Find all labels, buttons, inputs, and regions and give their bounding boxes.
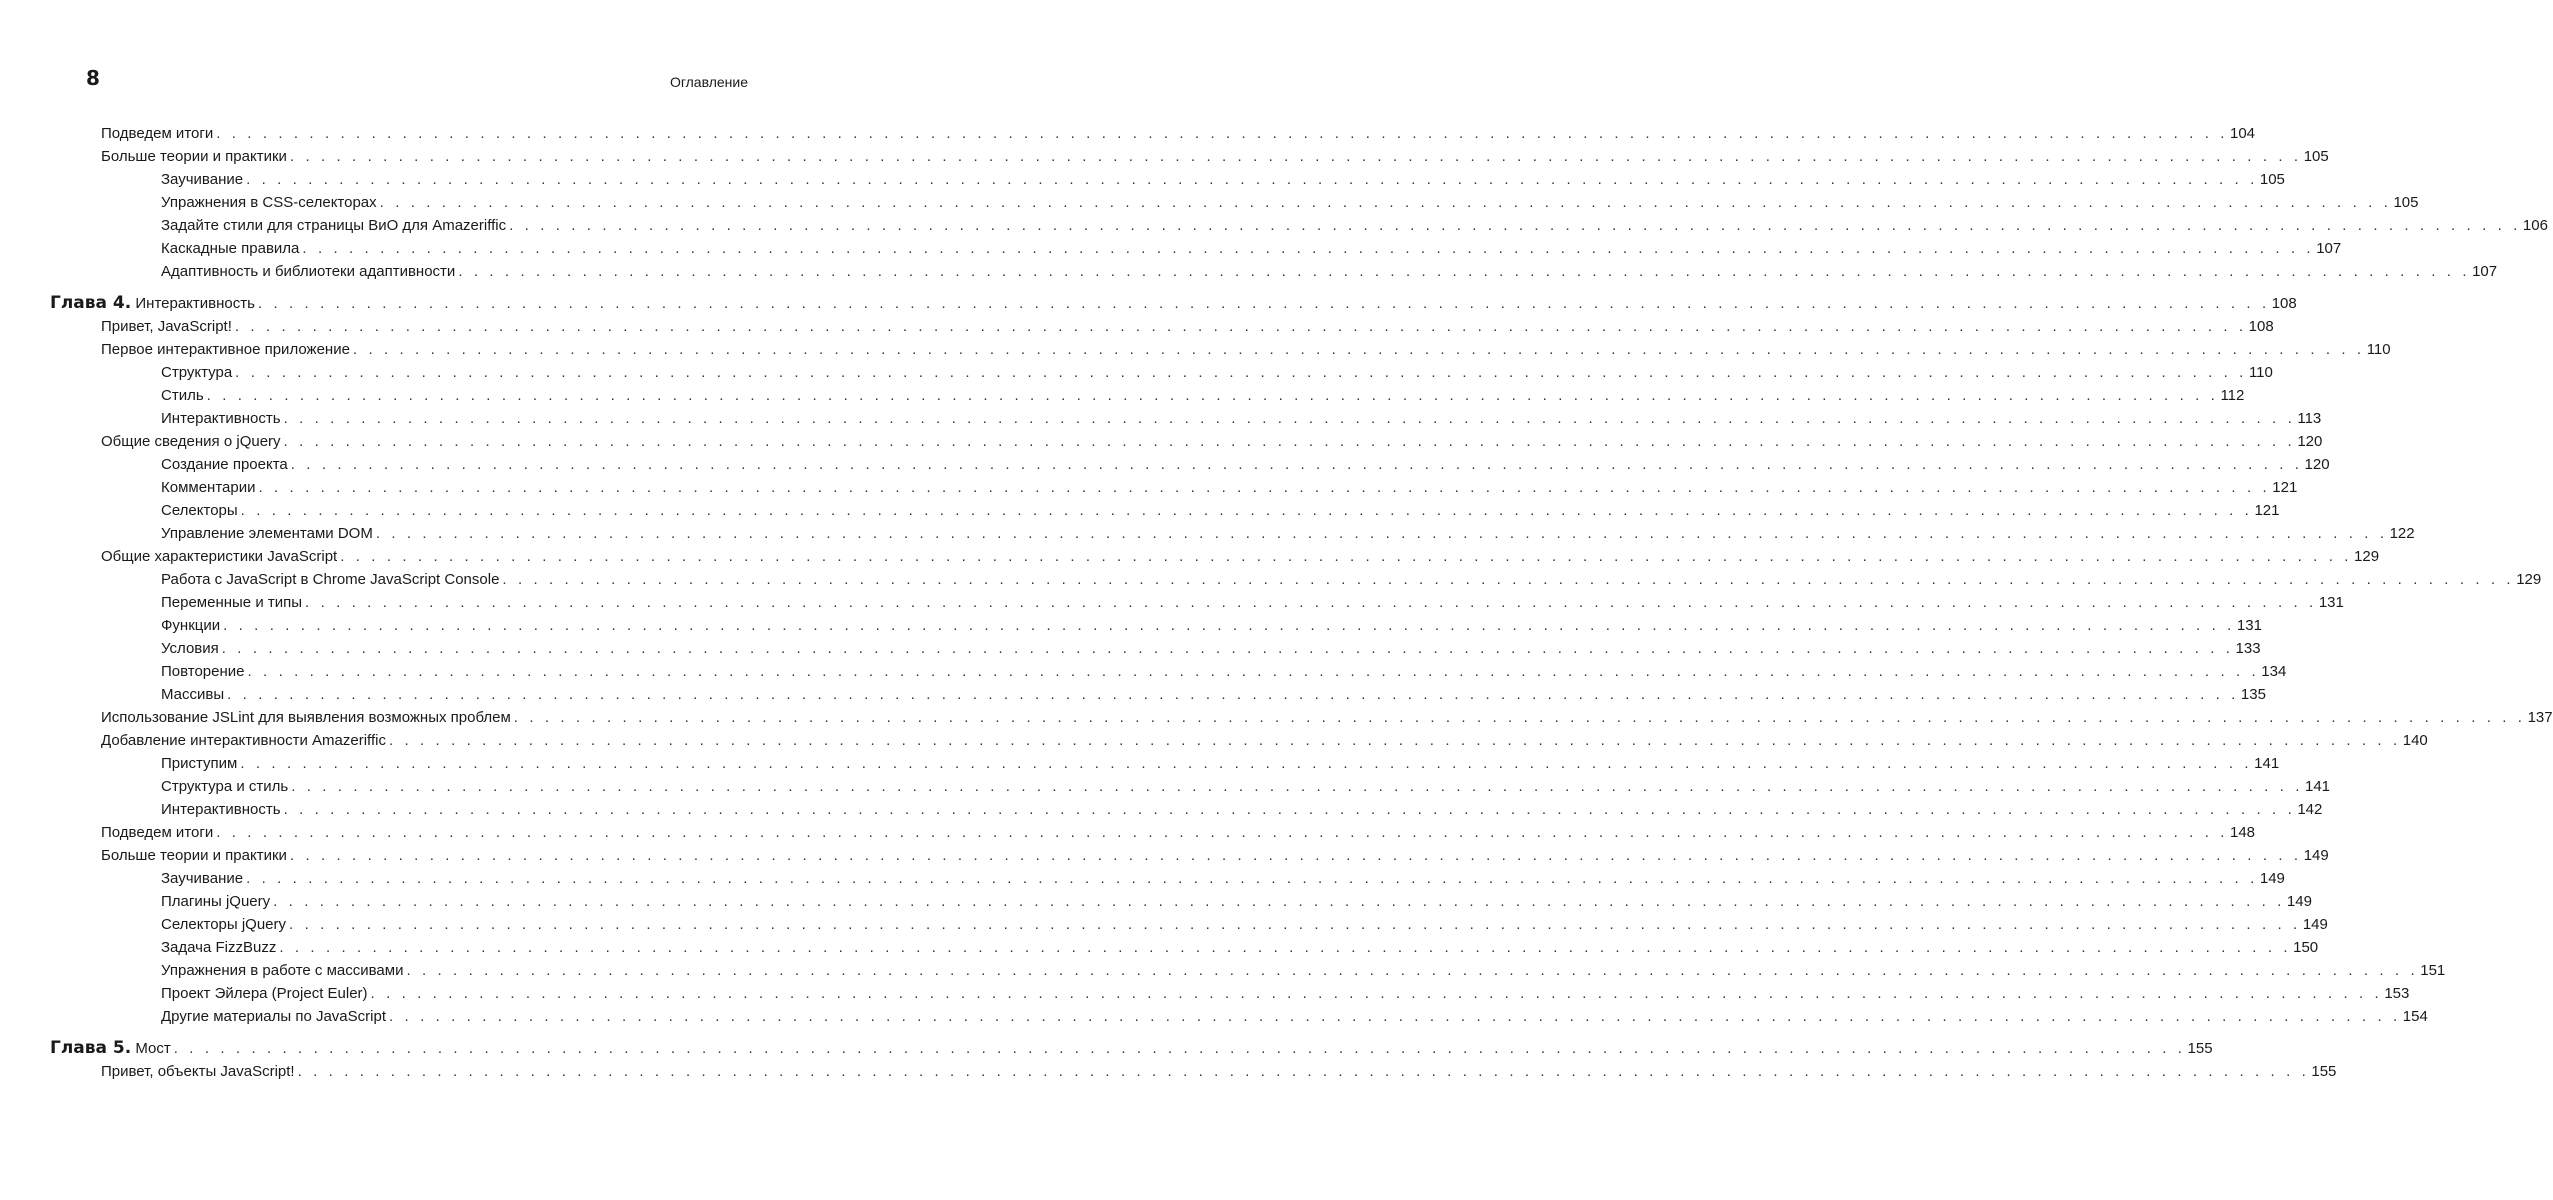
- toc-entry-text: Повторение: [161, 663, 245, 680]
- toc-entry-title: [101, 124, 215, 144]
- dot-leader: . . . . . . . . . . . . . . . . . . . . . . . . . . . . . . . . . . . . . . . . . . . . . . . . . . . . . . . . . . . . . . . . . . . . . . . . . . . . . . . . . . . . . . . . . . . . . . . . . . . . . . . . . . . . . . . . . . . . . . . . . . . . . . . . . .: [290, 456, 2303, 473]
- toc-entry-text: Проект Эйлера (Project Euler): [161, 985, 368, 1002]
- toc-entry-text: Структура: [161, 364, 233, 381]
- dot-leader: . . . . . . . . . . . . . . . . . . . . . . . . . . . . . . . . . . . . . . . . . . . . . . . . . . . . . . . . . . . . . . . . . . . . . . . . . . . . . . . . . . . . . . . . . . . . . . . . . . . . . . . . . . . . . . . . . . . . . . . . . . . . . . . . . .: [206, 387, 2219, 404]
- toc-entry-title: [161, 662, 247, 682]
- toc-page-number: 149: [2302, 916, 2328, 933]
- toc-entry-title: [161, 961, 405, 981]
- toc-page-number: 155: [2311, 1063, 2337, 1080]
- dot-leader: . . . . . . . . . . . . . . . . . . . . . . . . . . . . . . . . . . . . . . . . . . . . . . . . . . . . . . . . . . . . . . . . . . . . . . . . . . . . . . . . . . . . . . . . . . . . . . . . . . . . . . . . . . . . . . . . . . . . . . . . . . . . . . . . . .: [246, 870, 2258, 887]
- toc-entry-text: Подведем итоги: [101, 824, 214, 841]
- toc-entry-title: [161, 570, 501, 590]
- dot-leader: . . . . . . . . . . . . . . . . . . . . . . . . . . . . . . . . . . . . . . . . . . . . . . . . . . . . . . . . . . . . . . . . . . . . . . . . . . . . . . . . . . . . . . . . . . . . . . . . . . . . . . . . . . . . . . . . . . . . . . . . . . . . . . . . . .: [234, 318, 2247, 335]
- dot-leader: . . . . . . . . . . . . . . . . . . . . . . . . . . . . . . . . . . . . . . . . . . . . . . . . . . . . . . . . . . . . . . . . . . . . . . . . . . . . . . . . . . . . . . . . . . . . . . . . . . . . . . . . . . . . . . . . . . . . . . . . . . . . . . . . . .: [221, 640, 2234, 657]
- toc-entry-text: Общие сведения о jQuery: [101, 433, 281, 450]
- toc-entry: [0, 958, 2446, 981]
- toc-entry-title: [161, 478, 257, 498]
- toc-entry-text: Задайте стили для страницы ВиО для Amazeriffic: [161, 217, 507, 234]
- dot-leader: . . . . . . . . . . . . . . . . . . . . . . . . . . . . . . . . . . . . . . . . . . . . . . . . . . . . . . . . . . . . . . . . . . . . . . . . . . . . . . . . . . . . . . . . . . . . . . . . . . . . . . . . . . . . . . . . . . . . . . . . . . . . . . . . . .: [216, 824, 2228, 841]
- toc-entry-text: Другие материалы по JavaScript: [161, 1008, 386, 1025]
- toc-entry-text: Комментарии: [161, 479, 256, 496]
- toc-entry-title: [101, 547, 339, 567]
- toc-entry: [0, 774, 2331, 797]
- toc-entry-text: Использование JSLint для выявления возможных проблем: [101, 709, 511, 726]
- toc-page-number: 106: [2522, 217, 2548, 234]
- toc-entry-title: [101, 317, 234, 337]
- toc-entry-title: [161, 869, 245, 889]
- toc-entry-text: Интерактивность: [161, 410, 281, 427]
- toc-entry: [0, 121, 2256, 144]
- dot-leader: . . . . . . . . . . . . . . . . . . . . . . . . . . . . . . . . . . . . . . . . . . . . . . . . . . . . . . . . . . . . . . . . . . . . . . . . . . . . . . . . . . . . . . . . . . . . . . . . . . . . . . . . . . . . . . . . . . . . . . . . . . . . . . . . . .: [513, 709, 2526, 726]
- toc-entry-text: Структура и стиль: [161, 778, 289, 795]
- toc-entry-text: Первое интерактивное приложение: [101, 341, 350, 358]
- toc-page-number: 133: [2235, 640, 2261, 657]
- dot-leader: . . . . . . . . . . . . . . . . . . . . . . . . . . . . . . . . . . . . . . . . . . . . . . . . . . . . . . . . . . . . . . . . . . . . . . . . . . . . . . . . . . . . . . . . . . . . . . . . . . . . . . . . . . . . . . . . . . . . . . . . . . . . . . . . . .: [283, 801, 2296, 818]
- toc-entry-title: [161, 524, 375, 544]
- dot-leader: . . . . . . . . . . . . . . . . . . . . . . . . . . . . . . . . . . . . . . . . . . . . . . . . . . . . . . . . . . . . . . . . . . . . . . . . . . . . . . . . . . . . . . . . . . . . . . . . . . . . . . . . . . . . . . . . . . . . . . . . . . . . . . . . . .: [246, 171, 2258, 188]
- toc-entry: [0, 659, 2287, 682]
- toc-page-number: 122: [2389, 525, 2415, 542]
- toc-page-number: 154: [2402, 1008, 2428, 1025]
- toc-entry-title: [161, 984, 370, 1004]
- toc-entry-text: Интерактивность: [161, 801, 281, 818]
- dot-leader: . . . . . . . . . . . . . . . . . . . . . . . . . . . . . . . . . . . . . . . . . . . . . . . . . . . . . . . . . . . . . . . . . . . . . . . . . . . . . . . . . . . . . . . . . . . . . . . . . . . . . . . . . . . . . . . . . . . . . . . . . . . . . . . . . .: [352, 341, 2365, 358]
- toc-entry-text: Приступим: [161, 755, 238, 772]
- toc-entry-text: Управление элементами DOM: [161, 525, 373, 542]
- toc-page-number: 110: [2248, 364, 2273, 381]
- toc-page-number: 151: [2420, 962, 2446, 979]
- toc-entry: [0, 843, 2329, 866]
- dot-leader: . . . . . . . . . . . . . . . . . . . . . . . . . . . . . . . . . . . . . . . . . . . . . . . . . . . . . . . . . . . . . . . . . . . . . . . . . . . . . . . . . . . . . . . . . . . . . . . . . . . . . . . . . . . . . . . . . . . . . . . . . . . . . . . . . .: [509, 217, 2521, 234]
- dot-leader: . . . . . . . . . . . . . . . . . . . . . . . . . . . . . . . . . . . . . . . . . . . . . . . . . . . . . . . . . . . . . . . . . . . . . . . . . . . . . . . . . . . . . . . . . . . . . . . . . . . . . . . . . . . . . . . . . . . . . . . . . . . . . . . . . .: [370, 985, 2383, 1002]
- toc-page-number: 150: [2293, 939, 2319, 956]
- toc-entry: [0, 236, 2342, 259]
- toc-entry-title: [161, 386, 206, 406]
- dot-leader: . . . . . . . . . . . . . . . . . . . . . . . . . . . . . . . . . . . . . . . . . . . . . . . . . . . . . . . . . . . . . . . . . . . . . . . . . . . . . . . . . . . . . . . . . . . . . . . . . . . . . . . . . . . . . . . . . . . . . . . . . . . . . . . . . .: [389, 1008, 2401, 1025]
- toc-entry: [0, 636, 2261, 659]
- toc-entry: [0, 889, 2312, 912]
- toc-entry-title: [161, 938, 278, 958]
- toc-entry-title: [161, 800, 283, 820]
- toc-entry: [0, 613, 2262, 636]
- toc-page-number: 149: [2303, 847, 2329, 864]
- toc-page-number: 142: [2297, 801, 2323, 818]
- toc-entry-text: Больше теории и практики: [101, 847, 287, 864]
- toc-entry-title: [161, 616, 222, 636]
- toc-entry-text: Добавление интерактивности Amazeriffic: [101, 732, 386, 749]
- toc-page-number: 137: [2527, 709, 2553, 726]
- toc-entry-text: Массивы: [161, 686, 225, 703]
- dot-leader: . . . . . . . . . . . . . . . . . . . . . . . . . . . . . . . . . . . . . . . . . . . . . . . . . . . . . . . . . . . . . . . . . . . . . . . . . . . . . . . . . . . . . . . . . . . . . . . . . . . . . . . . . . . . . . . . . . . . . . . . . . . . . . . . . .: [289, 916, 2301, 933]
- toc-entry-title: [161, 501, 240, 521]
- toc-page-number: 112: [2220, 387, 2245, 404]
- toc-entry-text: Мост: [135, 1040, 171, 1057]
- toc-entry-title: [161, 754, 239, 774]
- toc-entry-text: Создание проекта: [161, 456, 288, 473]
- toc-entry-title: [161, 1007, 388, 1027]
- toc-entry: [0, 981, 2410, 1004]
- toc-page-number: 120: [2304, 456, 2330, 473]
- toc-page-number: 148: [2230, 824, 2256, 841]
- toc-entry-text: Стиль: [161, 387, 204, 404]
- dot-leader: . . . . . . . . . . . . . . . . . . . . . . . . . . . . . . . . . . . . . . . . . . . . . . . . . . . . . . . . . . . . . . . . . . . . . . . . . . . . . . . . . . . . . . . . . . . . . . . . . . . . . . . . . . . . . . . . . . . . . . . . . . . . . . . . . .: [227, 686, 2239, 703]
- toc-page-number: 135: [2240, 686, 2266, 703]
- toc-entry: [0, 866, 2285, 889]
- toc-page-number: 129: [2516, 571, 2542, 588]
- dot-leader: . . . . . . . . . . . . . . . . . . . . . . . . . . . . . . . . . . . . . . . . . . . . . . . . . . . . . . . . . . . . . . . . . . . . . . . . . . . . . . . . . . . . . . . . . . . . . . . . . . . . . . . . . . . . . . . . . . . . . . . . . . . . . . . . . .: [257, 295, 2270, 312]
- toc-entry: [0, 475, 2298, 498]
- toc-chapter-row: [0, 291, 2297, 314]
- toc-entry-text: Общие характеристики JavaScript: [101, 548, 338, 565]
- toc-entry-text: Адаптивность и библиотеки адаптивности: [161, 263, 456, 280]
- toc-entry: [0, 728, 2428, 751]
- toc-entry-text: Работа с JavaScript в Chrome JavaScript Console: [161, 571, 500, 588]
- toc-entry: [0, 190, 2419, 213]
- toc-page-number: 141: [2304, 778, 2331, 795]
- table-of-contents: [0, 121, 2553, 1082]
- toc-page-number: 141: [2254, 755, 2280, 772]
- toc-entry: [0, 751, 2280, 774]
- dot-leader: . . . . . . . . . . . . . . . . . . . . . . . . . . . . . . . . . . . . . . . . . . . . . . . . . . . . . . . . . . . . . . . . . . . . . . . . . . . . . . . . . . . . . . . . . . . . . . . . . . . . . . . . . . . . . . . . . . . . . . . . . . . . . . . . . .: [258, 479, 2271, 496]
- toc-entry-text: Больше теории и практики: [101, 148, 287, 165]
- toc-entry-title: [101, 823, 215, 843]
- toc-entry-title: [101, 708, 513, 728]
- toc-page-number: 131: [2236, 617, 2262, 634]
- dot-leader: . . . . . . . . . . . . . . . . . . . . . . . . . . . . . . . . . . . . . . . . . . . . . . . . . . . . . . . . . . . . . . . . . . . . . . . . . . . . . . . . . . . . . . . . . . . . . . . . . . . . . . . . . . . . . . . . . . . . . . . . . . . . . . . . . .: [289, 148, 2302, 165]
- toc-entry-text: Заучивание: [161, 870, 244, 887]
- toc-entry-text: Упражнения в CSS-селекторах: [161, 194, 377, 211]
- toc-page-number: 104: [2230, 125, 2256, 142]
- toc-page-number: 149: [2286, 893, 2312, 910]
- toc-entry: [0, 820, 2256, 843]
- toc-entry: [0, 935, 2319, 958]
- toc-entry-title: [101, 147, 289, 167]
- dot-leader: . . . . . . . . . . . . . . . . . . . . . . . . . . . . . . . . . . . . . . . . . . . . . . . . . . . . . . . . . . . . . . . . . . . . . . . . . . . . . . . . . . . . . . . . . . . . . . . . . . . . . . . . . . . . . . . . . . . . . . . . . . . . . . . . . .: [240, 502, 2253, 519]
- dot-leader: . . . . . . . . . . . . . . . . . . . . . . . . . . . . . . . . . . . . . . . . . . . . . . . . . . . . . . . . . . . . . . . . . . . . . . . . . . . . . . . . . . . . . . . . . . . . . . . . . . . . . . . . . . . . . . . . . . . . . . . . . . . . . . . . . .: [216, 125, 2228, 142]
- toc-entry-title: [161, 777, 290, 797]
- toc-entry-title: [161, 363, 234, 383]
- toc-entry-title: [50, 1038, 173, 1059]
- toc-entry: [0, 452, 2330, 475]
- toc-entry-text: Задача FizzBuzz: [161, 939, 277, 956]
- toc-page-number: 134: [2261, 663, 2287, 680]
- toc-entry-title: [161, 262, 457, 282]
- toc-page-number: 131: [2318, 594, 2344, 611]
- toc-entry: [0, 213, 2548, 236]
- toc-page-number: 105: [2259, 171, 2285, 188]
- toc-entry-text: Условия: [161, 640, 219, 657]
- toc-entry: [0, 498, 2280, 521]
- toc-page-number: 121: [2254, 502, 2280, 519]
- dot-leader: . . . . . . . . . . . . . . . . . . . . . . . . . . . . . . . . . . . . . . . . . . . . . . . . . . . . . . . . . . . . . . . . . . . . . . . . . . . . . . . . . . . . . . . . . . . . . . . . . . . . . . . . . . . . . . . . . . . . . . . . . . . . . . . . . .: [223, 617, 2235, 634]
- toc-entry-title: [50, 293, 257, 314]
- toc-page-number: 140: [2402, 732, 2428, 749]
- toc-entry-title: [161, 193, 379, 213]
- toc-entry: [0, 406, 2322, 429]
- dot-leader: . . . . . . . . . . . . . . . . . . . . . . . . . . . . . . . . . . . . . . . . . . . . . . . . . . . . . . . . . . . . . . . . . . . . . . . . . . . . . . . . . . . . . . . . . . . . . . . . . . . . . . . . . . . . . . . . . . . . . . . . . . . . . . . . . .: [289, 847, 2302, 864]
- toc-entry: [0, 705, 2553, 728]
- dot-leader: . . . . . . . . . . . . . . . . . . . . . . . . . . . . . . . . . . . . . . . . . . . . . . . . . . . . . . . . . . . . . . . . . . . . . . . . . . . . . . . . . . . . . . . . . . . . . . . . . . . . . . . . . . . . . . . . . . . . . . . . . . . . . . . . . .: [283, 410, 2296, 427]
- toc-entry: [0, 144, 2329, 167]
- toc-page-number: 105: [2303, 148, 2329, 165]
- toc-entry: [0, 337, 2391, 360]
- toc-chapter-row: [0, 1036, 2213, 1059]
- chapter-label: Глава 4.: [50, 293, 132, 313]
- dot-leader: . . . . . . . . . . . . . . . . . . . . . . . . . . . . . . . . . . . . . . . . . . . . . . . . . . . . . . . . . . . . . . . . . . . . . . . . . . . . . . . . . . . . . . . . . . . . . . . . . . . . . . . . . . . . . . . . . . . . . . . . . . . . . . . . . .: [379, 194, 2392, 211]
- dot-leader: . . . . . . . . . . . . . . . . . . . . . . . . . . . . . . . . . . . . . . . . . . . . . . . . . . . . . . . . . . . . . . . . . . . . . . . . . . . . . . . . . . . . . . . . . . . . . . . . . . . . . . . . . . . . . . . . . . . . . . . . . . . . . . . . . .: [247, 663, 2260, 680]
- toc-entry-title: [161, 239, 301, 259]
- toc-entry: [0, 314, 2274, 337]
- dot-leader: . . . . . . . . . . . . . . . . . . . . . . . . . . . . . . . . . . . . . . . . . . . . . . . . . . . . . . . . . . . . . . . . . . . . . . . . . . . . . . . . . . . . . . . . . . . . . . . . . . . . . . . . . . . . . . . . . . . . . . . . . . . . . . . . . .: [240, 755, 2253, 772]
- toc-page-number: 108: [2248, 318, 2274, 335]
- toc-entry-text: Упражнения в работе с массивами: [161, 962, 404, 979]
- dot-leader: . . . . . . . . . . . . . . . . . . . . . . . . . . . . . . . . . . . . . . . . . . . . . . . . . . . . . . . . . . . . . . . . . . . . . . . . . . . . . . . . . . . . . . . . . . . . . . . . . . . . . . . . . . . . . . . . . . . . . . . . . . . . . . . . . .: [283, 433, 2296, 450]
- toc-entry-title: [161, 892, 272, 912]
- toc-entry-text: Каскадные правила: [161, 240, 300, 257]
- toc-entry: [0, 360, 2273, 383]
- toc-entry: [0, 1059, 2337, 1082]
- dot-leader: . . . . . . . . . . . . . . . . . . . . . . . . . . . . . . . . . . . . . . . . . . . . . . . . . . . . . . . . . . . . . . . . . . . . . . . . . . . . . . . . . . . . . . . . . . . . . . . . . . . . . . . . . . . . . . . . . . . . . . . . . . . . . . . . . .: [279, 939, 2292, 956]
- page-number: 8: [86, 66, 100, 90]
- toc-entry: [0, 682, 2266, 705]
- toc-entry-title: [101, 1062, 297, 1082]
- toc-entry-text: Интерактивность: [135, 295, 255, 312]
- toc-entry: [0, 521, 2415, 544]
- toc-entry: [0, 259, 2498, 282]
- dot-leader: . . . . . . . . . . . . . . . . . . . . . . . . . . . . . . . . . . . . . . . . . . . . . . . . . . . . . . . . . . . . . . . . . . . . . . . . . . . . . . . . . . . . . . . . . . . . . . . . . . . . . . . . . . . . . . . . . . . . . . . . . . . . . . . . . .: [458, 263, 2471, 280]
- toc-entry: [0, 1004, 2428, 1027]
- toc-entry-text: Селекторы jQuery: [161, 916, 287, 933]
- toc-entry: [0, 429, 2323, 452]
- toc-entry-text: Плагины jQuery: [161, 893, 271, 910]
- toc-entry-title: [161, 216, 508, 236]
- running-title: Оглавление: [669, 74, 748, 90]
- dot-leader: . . . . . . . . . . . . . . . . . . . . . . . . . . . . . . . . . . . . . . . . . . . . . . . . . . . . . . . . . . . . . . . . . . . . . . . . . . . . . . . . . . . . . . . . . . . . . . . . . . . . . . . . . . . . . . . . . . . . . . . . . . . . . . . . . .: [406, 962, 2419, 979]
- toc-entry-title: [161, 685, 226, 705]
- toc-entry-text: Заучивание: [161, 171, 244, 188]
- toc-entry-title: [161, 593, 304, 613]
- toc-entry-text: Функции: [161, 617, 221, 634]
- toc-entry-title: [161, 455, 290, 475]
- toc-page-number: 105: [2393, 194, 2419, 211]
- dot-leader: . . . . . . . . . . . . . . . . . . . . . . . . . . . . . . . . . . . . . . . . . . . . . . . . . . . . . . . . . . . . . . . . . . . . . . . . . . . . . . . . . . . . . . . . . . . . . . . . . . . . . . . . . . . . . . . . . . . . . . . . . . . . . . . . . .: [302, 240, 2315, 257]
- dot-leader: . . . . . . . . . . . . . . . . . . . . . . . . . . . . . . . . . . . . . . . . . . . . . . . . . . . . . . . . . . . . . . . . . . . . . . . . . . . . . . . . . . . . . . . . . . . . . . . . . . . . . . . . . . . . . . . . . . . . . . . . . . . . . . . . . .: [291, 778, 2303, 795]
- toc-page-number: 120: [2297, 433, 2323, 450]
- dot-leader: . . . . . . . . . . . . . . . . . . . . . . . . . . . . . . . . . . . . . . . . . . . . . . . . . . . . . . . . . . . . . . . . . . . . . . . . . . . . . . . . . . . . . . . . . . . . . . . . . . . . . . . . . . . . . . . . . . . . . . . . . . . . . . . . . .: [235, 364, 2247, 381]
- toc-page-number: 149: [2259, 870, 2285, 887]
- dot-leader: . . . . . . . . . . . . . . . . . . . . . . . . . . . . . . . . . . . . . . . . . . . . . . . . . . . . . . . . . . . . . . . . . . . . . . . . . . . . . . . . . . . . . . . . . . . . . . . . . . . . . . . . . . . . . . . . . . . . . . . . . . . . . . . . . .: [388, 732, 2401, 749]
- toc-entry: [0, 567, 2542, 590]
- toc-entry: [0, 544, 2380, 567]
- toc-entry-title: [101, 731, 388, 751]
- dot-leader: . . . . . . . . . . . . . . . . . . . . . . . . . . . . . . . . . . . . . . . . . . . . . . . . . . . . . . . . . . . . . . . . . . . . . . . . . . . . . . . . . . . . . . . . . . . . . . . . . . . . . . . . . . . . . . . . . . . . . . . . . . . . . . . . . .: [297, 1063, 2310, 1080]
- dot-leader: . . . . . . . . . . . . . . . . . . . . . . . . . . . . . . . . . . . . . . . . . . . . . . . . . . . . . . . . . . . . . . . . . . . . . . . . . . . . . . . . . . . . . . . . . . . . . . . . . . . . . . . . . . . . . . . . . . . . . . . . . . . . . . . . . .: [375, 525, 2388, 542]
- toc-page-number: 107: [2472, 263, 2498, 280]
- dot-leader: . . . . . . . . . . . . . . . . . . . . . . . . . . . . . . . . . . . . . . . . . . . . . . . . . . . . . . . . . . . . . . . . . . . . . . . . . . . . . . . . . . . . . . . . . . . . . . . . . . . . . . . . . . . . . . . . . . . . . . . . . . . . . . . . . .: [340, 548, 2353, 565]
- toc-page-number: 129: [2354, 548, 2380, 565]
- toc-entry-text: Переменные и типы: [161, 594, 303, 611]
- toc-entry: [0, 797, 2323, 820]
- toc-page-number: 155: [2187, 1040, 2213, 1057]
- toc-page-number: 108: [2271, 295, 2297, 312]
- chapter-label: Глава 5.: [50, 1038, 132, 1058]
- toc-entry-text: Селекторы: [161, 502, 238, 519]
- toc-entry-title: [101, 340, 352, 360]
- toc-entry-title: [161, 915, 288, 935]
- toc-entry: [0, 912, 2328, 935]
- toc-entry: [0, 383, 2245, 406]
- toc-entry-text: Привет, объекты JavaScript!: [101, 1063, 295, 1080]
- toc-page-number: 110: [2366, 341, 2391, 358]
- toc-page-number: 121: [2272, 479, 2298, 496]
- toc-entry-title: [101, 432, 283, 452]
- toc-entry-text: Подведем итоги: [101, 125, 214, 142]
- toc-page-number: 113: [2297, 410, 2322, 427]
- dot-leader: . . . . . . . . . . . . . . . . . . . . . . . . . . . . . . . . . . . . . . . . . . . . . . . . . . . . . . . . . . . . . . . . . . . . . . . . . . . . . . . . . . . . . . . . . . . . . . . . . . . . . . . . . . . . . . . . . . . . . . . . . . . . . . . . . .: [273, 893, 2285, 910]
- dot-leader: . . . . . . . . . . . . . . . . . . . . . . . . . . . . . . . . . . . . . . . . . . . . . . . . . . . . . . . . . . . . . . . . . . . . . . . . . . . . . . . . . . . . . . . . . . . . . . . . . . . . . . . . . . . . . . . . . . . . . . . . . . . . . . . . . .: [173, 1040, 2186, 1057]
- toc-entry: [0, 167, 2285, 190]
- toc-entry-title: [101, 846, 289, 866]
- toc-page-number: 153: [2384, 985, 2410, 1002]
- dot-leader: . . . . . . . . . . . . . . . . . . . . . . . . . . . . . . . . . . . . . . . . . . . . . . . . . . . . . . . . . . . . . . . . . . . . . . . . . . . . . . . . . . . . . . . . . . . . . . . . . . . . . . . . . . . . . . . . . . . . . . . . . . . . . . . . . .: [305, 594, 2317, 611]
- toc-entry: [0, 590, 2344, 613]
- toc-entry-title: [161, 639, 221, 659]
- toc-page-number: 107: [2316, 240, 2342, 257]
- toc-entry-title: [161, 409, 283, 429]
- toc-entry-title: [161, 170, 245, 190]
- toc-entry-text: Привет, JavaScript!: [101, 318, 232, 335]
- dot-leader: . . . . . . . . . . . . . . . . . . . . . . . . . . . . . . . . . . . . . . . . . . . . . . . . . . . . . . . . . . . . . . . . . . . . . . . . . . . . . . . . . . . . . . . . . . . . . . . . . . . . . . . . . . . . . . . . . . . . . . . . . . . . . . . . . .: [502, 571, 2515, 588]
